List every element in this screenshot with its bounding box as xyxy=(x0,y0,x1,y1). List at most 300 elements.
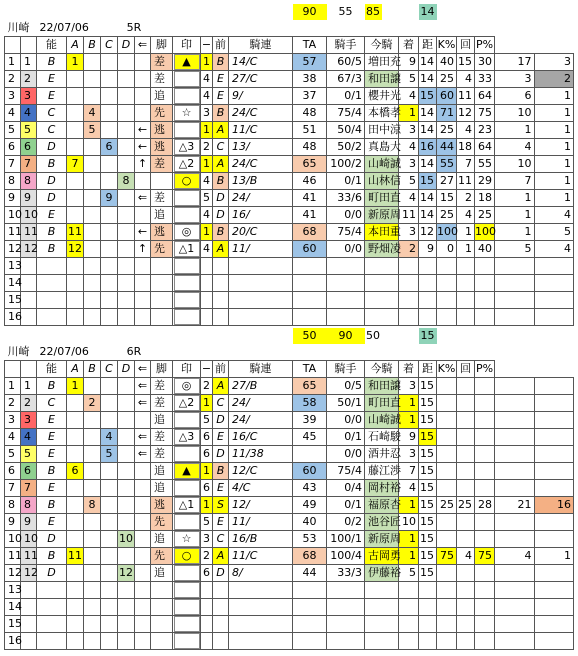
col-header-13: 今騎 xyxy=(365,361,399,378)
prediction-mark-box[interactable] xyxy=(174,599,200,615)
gate-number xyxy=(21,275,37,292)
count-2 xyxy=(495,531,535,548)
prediction-mark-box[interactable]: △2 xyxy=(174,156,200,172)
arrow-mark xyxy=(135,309,151,326)
gate-number: 10 xyxy=(21,531,37,548)
time-ability: 37 xyxy=(293,88,327,105)
prev-grade: D xyxy=(213,565,229,582)
gate-number: 5 xyxy=(21,122,37,139)
current-jockey xyxy=(365,258,399,275)
table-row[interactable] xyxy=(5,531,574,548)
prediction-mark-box[interactable] xyxy=(174,446,200,462)
ability-grade xyxy=(37,599,67,616)
prediction-mark-box[interactable]: ☆ xyxy=(174,105,200,121)
prediction-mark-box[interactable] xyxy=(174,565,200,581)
row-number: 15 xyxy=(5,616,21,633)
top-cell xyxy=(382,328,399,344)
current-jockey: 和田譲 xyxy=(365,378,399,395)
place-rate xyxy=(475,446,495,463)
prediction-mark-box[interactable] xyxy=(174,292,200,308)
blank xyxy=(365,20,382,37)
jockey-stat: 33/3 xyxy=(327,565,365,582)
count-1 xyxy=(457,633,475,650)
prev-grade: E xyxy=(213,88,229,105)
rank-b xyxy=(84,88,101,105)
rank-d xyxy=(118,548,135,565)
race-table-6r xyxy=(4,328,574,650)
count-1: 7 xyxy=(457,156,475,173)
win-rate xyxy=(437,633,457,650)
prediction-mark-box[interactable] xyxy=(174,616,200,632)
prediction-mark xyxy=(173,292,201,309)
count-1 xyxy=(457,429,475,446)
table-row[interactable] xyxy=(5,173,574,190)
gate-number: 1 xyxy=(21,54,37,71)
distance xyxy=(419,275,437,292)
finish-place xyxy=(399,309,419,326)
rank-a: 11 xyxy=(67,548,84,565)
prediction-mark-box[interactable] xyxy=(174,514,200,530)
rank-b xyxy=(84,531,101,548)
finish-place: 10 xyxy=(399,514,419,531)
distance: 15 xyxy=(419,395,437,412)
table-row[interactable] xyxy=(5,224,574,241)
win-rate xyxy=(437,309,457,326)
prediction-mark-box[interactable] xyxy=(174,258,200,274)
running-style xyxy=(151,599,173,616)
table-row[interactable] xyxy=(5,88,574,105)
table-row[interactable] xyxy=(5,275,574,292)
count-2 xyxy=(495,599,535,616)
prev-grade: B xyxy=(213,463,229,480)
time-ability: 41 xyxy=(293,190,327,207)
table-row[interactable] xyxy=(5,190,574,207)
table-row[interactable] xyxy=(5,207,574,224)
minus-col: 6 xyxy=(201,429,213,446)
current-jockey xyxy=(365,633,399,650)
distance xyxy=(419,258,437,275)
prev-grade xyxy=(213,599,229,616)
prediction-mark xyxy=(173,412,201,429)
minus-col: 5 xyxy=(201,514,213,531)
dark-horse xyxy=(534,412,574,429)
table-row[interactable] xyxy=(5,616,574,633)
place-rate: 28 xyxy=(475,497,495,514)
venue-label: 川崎 xyxy=(7,345,30,358)
prediction-mark xyxy=(173,275,201,292)
prev-grade: D xyxy=(213,412,229,429)
time-ability xyxy=(293,446,327,463)
place-rate: 55 xyxy=(475,156,495,173)
gate-number: 7 xyxy=(21,156,37,173)
rank-b xyxy=(84,463,101,480)
minus-col: 4 xyxy=(201,207,213,224)
prediction-mark-box[interactable]: △2 xyxy=(174,395,200,411)
win-rate xyxy=(437,429,457,446)
count-2 xyxy=(495,582,535,599)
finish-place xyxy=(399,616,419,633)
rank-b xyxy=(84,258,101,275)
prediction-mark-box[interactable]: △3 xyxy=(174,429,200,445)
place-rate xyxy=(475,258,495,275)
rank-b: 5 xyxy=(84,122,101,139)
col-header-6: 脚 xyxy=(151,361,173,378)
rank-a xyxy=(67,258,84,275)
rank-d xyxy=(118,156,135,173)
table-row[interactable] xyxy=(5,412,574,429)
table-row[interactable] xyxy=(5,54,574,71)
place-rate xyxy=(475,463,495,480)
place-rate: 64 xyxy=(475,88,495,105)
table-row[interactable] xyxy=(5,497,574,514)
table-row[interactable] xyxy=(5,139,574,156)
rank-a xyxy=(67,582,84,599)
table-row[interactable] xyxy=(5,463,574,480)
table-row[interactable] xyxy=(5,395,574,412)
current-jockey: 山崎誠 xyxy=(365,412,399,429)
prev-grade: C xyxy=(213,395,229,412)
place-rate: 100 xyxy=(475,224,495,241)
jockey-combo: 13/ xyxy=(229,139,293,156)
current-jockey xyxy=(365,309,399,326)
table-row[interactable] xyxy=(5,258,574,275)
top-cell xyxy=(151,4,173,20)
running-style xyxy=(151,616,173,633)
blank xyxy=(213,20,229,37)
current-jockey: 町田直 xyxy=(365,395,399,412)
prediction-mark-box[interactable]: ○ xyxy=(174,548,200,564)
col-header-14: 着 xyxy=(399,37,419,54)
win-rate xyxy=(437,565,457,582)
row-number: 7 xyxy=(5,480,21,497)
ability-grade: D xyxy=(37,531,67,548)
time-ability xyxy=(293,599,327,616)
distance: 9 xyxy=(419,241,437,258)
current-jockey: 真島大 xyxy=(365,139,399,156)
current-jockey: 町田直 xyxy=(365,190,399,207)
running-style: 逃 xyxy=(151,224,173,241)
top-cell xyxy=(457,4,475,20)
rank-b xyxy=(84,309,101,326)
table-row[interactable] xyxy=(5,241,574,258)
top-cell xyxy=(21,4,37,20)
rank-c xyxy=(101,105,118,122)
blank xyxy=(327,344,365,361)
finish-place xyxy=(399,599,419,616)
table-row[interactable] xyxy=(5,309,574,326)
jockey-stat: 0/1 xyxy=(327,497,365,514)
col-header-2: B xyxy=(84,361,101,378)
jockey-combo: 8/ xyxy=(229,565,293,582)
col-header-3: C xyxy=(101,361,118,378)
dark-horse: 3 xyxy=(534,54,574,71)
rank-d xyxy=(118,275,135,292)
finish-place: 5 xyxy=(399,565,419,582)
hdr-gate xyxy=(21,37,37,54)
prev-grade: A xyxy=(213,378,229,395)
col-header-10: 騎連 xyxy=(229,37,293,54)
prediction-mark-box[interactable]: ○ xyxy=(174,173,200,189)
rank-b xyxy=(84,241,101,258)
place-rate xyxy=(475,395,495,412)
table-row[interactable] xyxy=(5,71,574,88)
current-jockey: 野畑凌 xyxy=(365,241,399,258)
blank xyxy=(151,20,173,37)
prediction-mark-box[interactable] xyxy=(174,190,200,206)
arrow-mark xyxy=(135,582,151,599)
table-row[interactable] xyxy=(5,122,574,139)
dark-horse: 5 xyxy=(534,224,574,241)
rank-c xyxy=(101,480,118,497)
rank-b: 4 xyxy=(84,105,101,122)
minus-col: 4 xyxy=(201,71,213,88)
prediction-mark-box[interactable] xyxy=(174,309,200,325)
prediction-mark-box[interactable] xyxy=(174,633,200,649)
table-row[interactable] xyxy=(5,480,574,497)
win-rate xyxy=(437,275,457,292)
ability-grade: E xyxy=(37,88,67,105)
rank-d xyxy=(118,616,135,633)
rank-d xyxy=(118,599,135,616)
prediction-mark-box[interactable] xyxy=(174,275,200,291)
gate-number: 4 xyxy=(21,105,37,122)
win-rate xyxy=(437,463,457,480)
running-style xyxy=(151,258,173,275)
jockey-combo: 27/B xyxy=(229,378,293,395)
prediction-mark-box[interactable] xyxy=(174,88,200,104)
rank-b: 8 xyxy=(84,497,101,514)
minus-col xyxy=(201,599,213,616)
place-rate xyxy=(475,616,495,633)
col-header-8: − xyxy=(201,37,213,54)
prediction-mark xyxy=(173,71,201,88)
rank-c xyxy=(101,156,118,173)
table-row[interactable] xyxy=(5,582,574,599)
distance: 15 xyxy=(419,514,437,531)
running-style: 先 xyxy=(151,241,173,258)
race-number: 6R xyxy=(126,345,142,358)
running-style: 差 xyxy=(151,378,173,395)
count-2 xyxy=(495,514,535,531)
time-ability: 57 xyxy=(293,54,327,71)
rank-b xyxy=(84,633,101,650)
rank-b xyxy=(84,565,101,582)
jockey-stat: 0/1 xyxy=(327,88,365,105)
rank-c xyxy=(101,582,118,599)
win-rate xyxy=(437,258,457,275)
ability-grade: B xyxy=(37,378,67,395)
col-header-14: 着 xyxy=(399,361,419,378)
place-rate xyxy=(475,378,495,395)
table-row[interactable] xyxy=(5,378,574,395)
blank xyxy=(382,20,399,37)
row-number: 10 xyxy=(5,207,21,224)
dark-horse xyxy=(534,378,574,395)
rank-b xyxy=(84,446,101,463)
prediction-mark-box[interactable] xyxy=(174,207,200,223)
distance: 15 xyxy=(419,173,437,190)
prev-grade: C xyxy=(213,531,229,548)
time-ability: 48 xyxy=(293,105,327,122)
minus-col xyxy=(201,258,213,275)
arrow-mark: ⇐ xyxy=(135,190,151,207)
table-row[interactable] xyxy=(5,565,574,582)
prev-grade xyxy=(213,633,229,650)
rank-a: 12 xyxy=(67,241,84,258)
finish-place xyxy=(399,292,419,309)
col-header-0: 能 xyxy=(37,37,67,54)
prediction-mark-box[interactable]: ☆ xyxy=(174,531,200,547)
prediction-mark-box[interactable]: △3 xyxy=(174,139,200,155)
minus-col: 2 xyxy=(201,548,213,565)
time-ability xyxy=(293,275,327,292)
prev-grade xyxy=(213,309,229,326)
prediction-mark-box[interactable] xyxy=(174,71,200,87)
prediction-mark-box[interactable]: ▲ xyxy=(174,463,200,479)
prediction-mark xyxy=(173,565,201,582)
win-rate xyxy=(437,395,457,412)
jockey-combo xyxy=(229,582,293,599)
rank-a xyxy=(67,309,84,326)
top-cell xyxy=(135,328,151,344)
prev-grade: B xyxy=(213,173,229,190)
rank-c xyxy=(101,173,118,190)
row-number: 5 xyxy=(5,446,21,463)
rank-d xyxy=(118,71,135,88)
rank-c xyxy=(101,616,118,633)
minus-col: 3 xyxy=(201,531,213,548)
prediction-mark-box[interactable]: △1 xyxy=(174,497,200,513)
minus-col xyxy=(201,275,213,292)
row-number: 13 xyxy=(5,582,21,599)
running-style: 追 xyxy=(151,88,173,105)
jockey-combo: 24/ xyxy=(229,412,293,429)
win-rate: 25 xyxy=(437,71,457,88)
rank-d xyxy=(118,395,135,412)
gate-number: 10 xyxy=(21,207,37,224)
rank-d xyxy=(118,139,135,156)
blank xyxy=(399,20,419,37)
dark-horse xyxy=(534,633,574,650)
table-row[interactable] xyxy=(5,633,574,650)
arrow-mark xyxy=(135,463,151,480)
arrow-mark xyxy=(135,514,151,531)
prediction-mark-box[interactable]: ▲ xyxy=(174,54,200,70)
running-style: 追 xyxy=(151,480,173,497)
top-cell xyxy=(173,328,201,344)
prediction-mark xyxy=(173,258,201,275)
row-number: 2 xyxy=(5,395,21,412)
table-row[interactable] xyxy=(5,156,574,173)
prediction-mark-box[interactable]: ◎ xyxy=(174,378,200,394)
ability-grade xyxy=(37,633,67,650)
table-row[interactable] xyxy=(5,292,574,309)
rank-c: 6 xyxy=(101,139,118,156)
dark-horse xyxy=(534,565,574,582)
prediction-mark xyxy=(173,429,201,446)
dark-horse: 1 xyxy=(534,88,574,105)
blank xyxy=(457,20,475,37)
current-jockey: 酒井忍 xyxy=(365,446,399,463)
table-row[interactable] xyxy=(5,429,574,446)
count-1 xyxy=(457,258,475,275)
prediction-mark-box[interactable] xyxy=(174,480,200,496)
finish-place: 4 xyxy=(399,480,419,497)
row-number: 8 xyxy=(5,497,21,514)
ability-grade: B xyxy=(37,497,67,514)
win-rate: 60 xyxy=(437,88,457,105)
table-row[interactable] xyxy=(5,446,574,463)
col-header-10: 騎連 xyxy=(229,361,293,378)
gate-number: 7 xyxy=(21,480,37,497)
ability-grade: C xyxy=(37,122,67,139)
win-rate xyxy=(437,616,457,633)
distance xyxy=(419,616,437,633)
jockey-stat: 0/5 xyxy=(327,378,365,395)
win-rate: 0 xyxy=(437,241,457,258)
time-ability: 41 xyxy=(293,207,327,224)
count-1 xyxy=(457,463,475,480)
gate-number: 11 xyxy=(21,548,37,565)
col-header-18: P% xyxy=(475,37,495,54)
table-row[interactable] xyxy=(5,514,574,531)
jockey-stat: 100/2 xyxy=(327,156,365,173)
prediction-mark-box[interactable]: △1 xyxy=(174,241,200,257)
distance: 15 xyxy=(419,429,437,446)
count-1 xyxy=(457,531,475,548)
prediction-mark-box[interactable] xyxy=(174,122,200,138)
jockey-combo: 11/C xyxy=(229,122,293,139)
win-rate: 25 xyxy=(437,207,457,224)
ability-grade: D xyxy=(37,173,67,190)
running-style: 差 xyxy=(151,54,173,71)
prediction-mark-box[interactable] xyxy=(174,412,200,428)
gate-number: 2 xyxy=(21,395,37,412)
dark-horse xyxy=(534,531,574,548)
ability-grade: E xyxy=(37,71,67,88)
col-header-16: K% xyxy=(437,37,457,54)
arrow-mark xyxy=(135,173,151,190)
distance: 16 xyxy=(419,139,437,156)
running-style: 逃 xyxy=(151,497,173,514)
top-value: 50 xyxy=(366,329,380,342)
distance: 15 xyxy=(419,497,437,514)
rank-c xyxy=(101,633,118,650)
prediction-mark-box[interactable]: ◎ xyxy=(174,224,200,240)
time-ability: 39 xyxy=(293,412,327,429)
gate-number xyxy=(21,582,37,599)
row-number: 11 xyxy=(5,224,21,241)
table-row[interactable] xyxy=(5,599,574,616)
current-jockey: 福原杏 xyxy=(365,497,399,514)
count-2: 7 xyxy=(495,173,535,190)
jockey-combo: 4/C xyxy=(229,480,293,497)
rank-c xyxy=(101,497,118,514)
prediction-mark-box[interactable] xyxy=(174,582,200,598)
rank-a xyxy=(67,190,84,207)
arrow-mark: ← xyxy=(135,122,151,139)
minus-col xyxy=(201,309,213,326)
running-style: 差 xyxy=(151,446,173,463)
count-1 xyxy=(457,582,475,599)
win-rate xyxy=(437,599,457,616)
win-rate xyxy=(437,292,457,309)
table-row[interactable] xyxy=(5,105,574,122)
distance: 15 xyxy=(419,412,437,429)
table-row[interactable] xyxy=(5,548,574,565)
ability-grade: C xyxy=(37,395,67,412)
current-jockey: 石崎駿 xyxy=(365,429,399,446)
